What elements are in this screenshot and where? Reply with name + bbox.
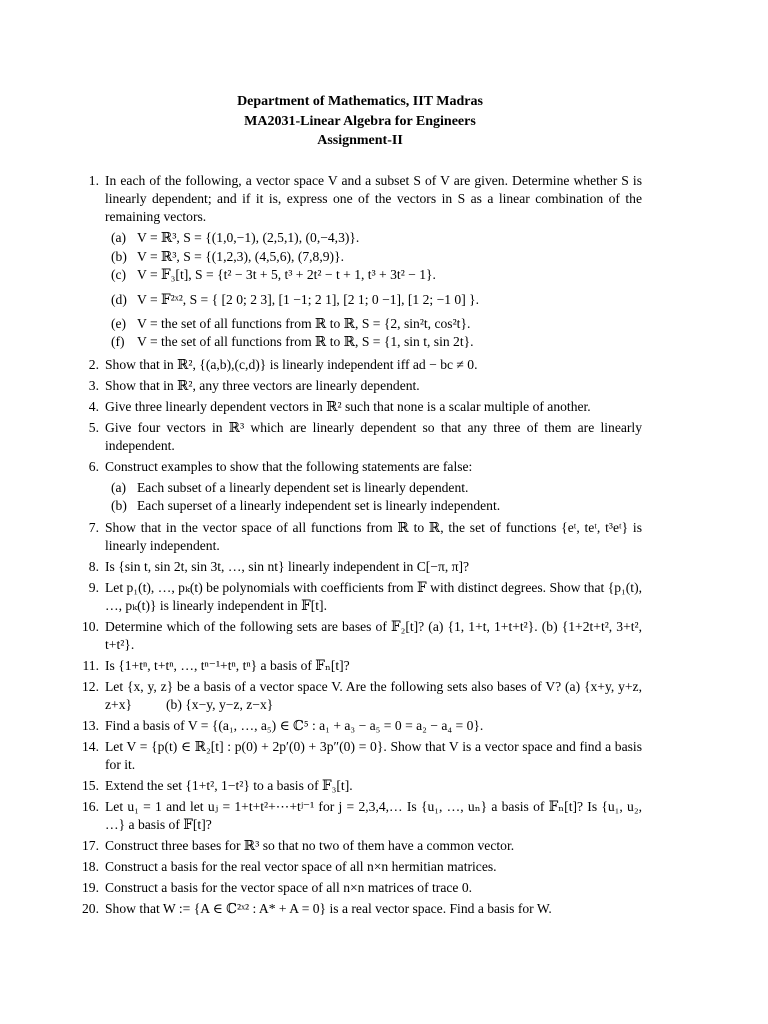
problem-number: 12. [82,678,99,694]
subproblem-e [105,315,642,334]
problem-text: Construct examples to show that the following statements are false: [105,458,473,474]
problem-number: 2. [88,356,99,372]
problem-3 [76,377,642,395]
problem-16 [76,798,642,834]
problem-number: 10. [82,618,99,634]
problem-5 [76,419,642,455]
problem-9 [76,579,642,615]
problem-text: Give three linearly dependent vectors in ℝ² such that none is a scalar multiple of another. [105,398,591,414]
problem-2 [76,356,642,374]
problem-number: 7. [88,519,99,535]
problem-15 [76,777,642,795]
problem-text: Let p₁(t), …, pₖ(t) be polynomials with coefficients from 𝔽 with distinct degrees. Show that {p₁(t), …, pₖ(t)} is linearly independent in 𝔽[t]. [105,579,642,613]
problem-11 [76,657,642,675]
subproblem-label: (b) [111,248,127,264]
subproblem-text: V = the set of all functions from ℝ to ℝ, S = {1, sin t, sin 2t}. [137,334,474,349]
problem-text: Extend the set {1+t², 1−t²} to a basis of 𝔽₃[t]. [105,777,353,793]
problem-number: 19. [82,879,99,895]
problem-number: 14. [82,738,99,754]
problem-number: 9. [88,579,99,595]
problem-number: 20. [82,900,99,916]
department-title: Department of Mathematics, IIT Madras [237,94,483,109]
subproblem-text: V = the set of all functions from ℝ to ℝ, S = {2, sin²t, cos²t}. [137,315,471,331]
subproblem-c [105,266,642,285]
document-header [0,92,720,151]
subproblem-label: (b) [111,498,127,513]
subproblem-b [105,248,642,267]
problem-13 [76,717,642,735]
subproblem-text: V = ℝ³, S = {(1,2,3), (4,5,6), (7,8,9)}. [137,248,344,264]
subproblem-label: (e) [111,315,127,331]
problem-text: Construct three bases for ℝ³ so that no two of them have a common vector. [105,837,515,853]
problem-number: 4. [88,398,99,414]
problem-text: Give four vectors in ℝ³ which are linearly dependent so that any three of them are linearly independent. [105,419,642,453]
problem-number: 17. [82,837,99,853]
subproblem-a [105,229,642,248]
problem-number: 11. [82,657,99,673]
problem-list [76,172,646,921]
subproblem-label: (a) [111,230,127,245]
problem-text: Construct a basis for the real vector space of all n×n hermitian matrices. [105,858,497,874]
problem-text: Find a basis of V = {(a₁, …, a₅) ∈ ℂ⁵ : a₁ + a₃ − a₅ = 0 = a₂ − a₄ = 0}. [105,717,484,733]
problem-number: 15. [82,777,99,793]
problem-7 [76,519,642,555]
subproblem-text: Each subset of a linearly dependent set is linearly dependent. [137,479,469,495]
problem-text: In each of the following, a vector space V and a subset S of V are given. Determine whether S is linearly dependent; and if it is, express one of the vectors in S as a linear combination of the remaining vectors. [105,173,642,224]
problem-6 [76,458,642,516]
subproblem-list [105,479,642,516]
problem-text: Let V = {p(t) ∈ ℝ₂[t] : p(0) + 2p′(0) + 3p″(0) = 0}. Show that V is a vector space and find a basis for it. [105,738,642,772]
subproblem-label: (c) [111,267,127,282]
problem-10 [76,618,642,654]
problem-text: Show that W := {A ∈ ℂ²ˣ² : A* + A = 0} is a real vector space. Find a basis for W. [105,900,552,916]
problem-number: 8. [88,558,99,574]
subproblem-label: (d) [111,291,127,307]
problem-4 [76,398,642,416]
problem-text: Show that in ℝ², {(a,b),(c,d)} is linearly independent iff ad − bc ≠ 0. [105,356,478,372]
problem-text: Construct a basis for the vector space of all n×n matrices of trace 0. [105,879,473,895]
problem-number: 16. [82,798,99,814]
subproblem-a [105,479,642,498]
problem-text: Is {sin t, sin 2t, sin 3t, …, sin nt} linearly independent in C[−π, π]? [105,558,470,574]
assignment-title: Assignment-II [317,133,403,148]
subproblem-b [105,497,642,516]
problem-text: Show that in ℝ², any three vectors are linearly dependent. [105,377,420,393]
subproblem-text: V = ℝ³, S = {(1,0,−1), (2,5,1), (0,−4,3)}. [137,230,360,245]
problem-14 [76,738,642,774]
subproblem-text: V = 𝔽²ˣ², S = { [2 0; 2 3], [1 −1; 2 1], [2 1; 0 −1], [1 2; −1 0] }. [137,291,480,307]
course-title: MA2031-Linear Algebra for Engineers [244,113,476,129]
problem-1 [76,172,642,352]
problem-number: 13. [82,717,99,733]
problem-text: Show that in the vector space of all functions from ℝ to ℝ, the set of functions {eᵗ, teᵗ, t³eᵗ} is linearly independent. [105,519,642,553]
problem-number: 6. [88,458,99,474]
problem-text: Is {1+tⁿ, t+tⁿ, …, tⁿ⁻¹+tⁿ, tⁿ} a basis of 𝔽ₙ[t]? [105,657,350,673]
subproblem-list [105,229,642,352]
problem-number: 3. [88,377,99,393]
problem-17 [76,837,642,855]
subproblem-d [105,288,642,312]
problem-8 [76,558,642,576]
subproblem-text: Each superset of a linearly independent set is linearly independent. [137,498,501,513]
problem-number: 5. [88,419,99,435]
problem-text: Let u₁ = 1 and let uⱼ = 1+t+t²+⋯+tʲ⁻¹ for j = 2,3,4,… Is {u₁, …, uₙ} a basis of 𝔽ₙ[t]? Is {u₁, u₂, …} a basis of 𝔽[t]? [105,798,642,832]
subproblem-label: (f) [111,334,125,349]
problem-text: Determine which of the following sets are bases of 𝔽₂[t]? (a) {1, 1+t, 1+t+t²}. (b) {1+2t+t², 3+t², t+t²}. [105,618,642,652]
subproblem-f [105,333,642,352]
subproblem-label: (a) [111,479,127,495]
subproblem-text: V = 𝔽₃[t], S = {t² − 3t + 5, t³ + 2t² − t + 1, t³ + 3t² − 1}. [137,267,436,282]
problem-12 [76,678,646,714]
problem-number: 18. [82,858,99,874]
problem-number: 1. [88,173,99,188]
problem-19 [76,879,642,897]
problem-18 [76,858,642,876]
problem-text: Let {x, y, z} be a basis of a vector space V. Are the following sets also bases of V? (a) {x+y, y+z, z+x} (b) {x−y, y−z, z−x} [105,678,646,712]
problem-20 [76,900,642,918]
